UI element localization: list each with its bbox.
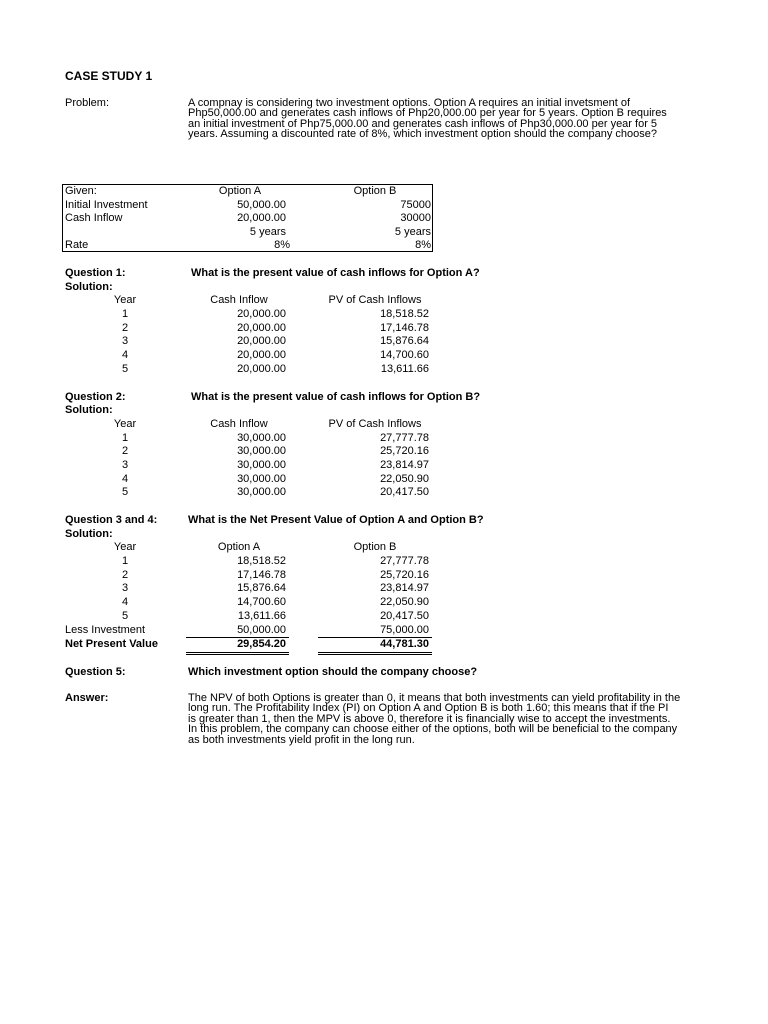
table-cell-year: 2 — [121, 569, 129, 581]
table-cell-pv: 14,700.60 — [380, 349, 429, 361]
table-cell-inflow: 30,000.00 — [237, 486, 286, 498]
given-header-label: Given: — [65, 185, 97, 197]
question-3-4-label: Question 3 and 4: — [65, 514, 158, 526]
col-header-pv: PV of Cash Inflows — [328, 294, 422, 306]
table-cell-option-b: 25,720.16 — [380, 569, 429, 581]
table-cell-pv: 17,146.78 — [380, 322, 429, 334]
table-cell-option-b: 23,814.97 — [380, 582, 429, 594]
double-rule-option-a — [186, 652, 289, 653]
double-rule-option-a — [186, 654, 289, 655]
answer-text — [188, 693, 728, 745]
table-cell-year: 3 — [121, 582, 129, 594]
question-3-4-text: What is the Net Present Value of Option A and Option B? — [188, 514, 484, 526]
less-investment-label: Less Investment — [65, 624, 146, 636]
problem-line: Php50,000.00 and generates cash inflows of Php20,000.00 per year for 5 years. Option B requires — [188, 107, 667, 120]
given-row-option-b: 30000 — [400, 212, 431, 224]
table-cell-pv: 25,720.16 — [380, 445, 429, 457]
given-header-option-a: Option A — [218, 185, 262, 197]
double-rule-option-b — [318, 654, 432, 655]
table-cell-pv: 20,417.50 — [380, 486, 429, 498]
table-cell-inflow: 30,000.00 — [237, 459, 286, 471]
table-cell-pv: 23,814.97 — [380, 459, 429, 471]
table-cell-year: 4 — [121, 596, 129, 608]
question-1-text: What is the present value of cash inflows for Option A? — [191, 267, 480, 279]
given-row-option-a: 8% — [274, 239, 290, 251]
col-header-cash-inflow: Cash Inflow — [210, 418, 268, 430]
given-row-option-b: 5 years — [394, 226, 431, 238]
table-cell-pv: 15,876.64 — [380, 335, 429, 347]
table-cell-pv: 18,518.52 — [380, 308, 429, 320]
table-cell-year: 1 — [121, 308, 129, 320]
table-cell-inflow: 20,000.00 — [237, 322, 286, 334]
table-cell-year: 1 — [121, 432, 129, 444]
table-cell-year: 2 — [121, 445, 129, 457]
npv-label: Net Present Value — [65, 638, 158, 650]
col-header-year: Year — [113, 294, 137, 306]
less-investment-option-a: 50,000.00 — [237, 624, 286, 636]
problem-label: Problem: — [65, 97, 110, 109]
col-header-option-b: Option B — [353, 541, 397, 553]
table-cell-option-a: 17,146.78 — [237, 569, 286, 581]
given-row-option-b: 75000 — [400, 199, 431, 211]
npv-option-b: 44,781.30 — [380, 638, 429, 650]
table-cell-inflow: 20,000.00 — [237, 363, 286, 375]
given-row-label: Rate — [65, 239, 89, 251]
problem-line: an initial investment of Php75,000.00 and generates cash inflows of Php30,000.00 per year for 5 — [188, 117, 658, 130]
table-cell-option-b: 27,777.78 — [380, 555, 429, 567]
col-header-option-a: Option A — [217, 541, 261, 553]
problem-text — [188, 98, 708, 140]
table-cell-option-b: 22,050.90 — [380, 596, 429, 608]
table-cell-year: 4 — [121, 473, 129, 485]
given-header-option-b: Option B — [353, 185, 397, 197]
table-cell-inflow: 20,000.00 — [237, 335, 286, 347]
table-cell-inflow: 20,000.00 — [237, 349, 286, 361]
question-2-label: Question 2: — [65, 391, 126, 403]
table-cell-option-a: 18,518.52 — [237, 555, 286, 567]
table-cell-inflow: 20,000.00 — [237, 308, 286, 320]
table-cell-year: 4 — [121, 349, 129, 361]
table-cell-option-a: 15,876.64 — [237, 582, 286, 594]
answer-label: Answer: — [65, 692, 109, 704]
answer-line: is greater than 1, then the MPV is above 0, therefore it is financially wise to accept the investments. — [188, 712, 671, 725]
table-cell-option-a: 13,611.66 — [237, 610, 286, 622]
table-cell-year: 5 — [121, 486, 129, 498]
solution-label: Solution: — [65, 404, 113, 416]
col-header-year: Year — [113, 418, 137, 430]
double-rule-option-b — [318, 652, 432, 653]
table-cell-option-b: 20,417.50 — [380, 610, 429, 622]
col-header-cash-inflow: Cash Inflow — [210, 294, 268, 306]
table-cell-inflow: 30,000.00 — [237, 445, 286, 457]
problem-line: A compnay is considering two investment options. Option A requires an initial invetsment of — [188, 97, 631, 109]
answer-line: long run. The Profitability Index (PI) on Option A and Option B is both 1.60; this means that if the PI — [188, 702, 669, 715]
table-cell-year: 2 — [121, 322, 129, 334]
table-cell-option-a: 14,700.60 — [237, 596, 286, 608]
answer-line: In this problem, the company can choose either of the options, both will be beneficial to the company — [188, 723, 678, 736]
table-cell-year: 1 — [121, 555, 129, 567]
table-cell-pv: 27,777.78 — [380, 432, 429, 444]
given-row-option-a: 5 years — [249, 226, 286, 238]
problem-line: years. Assuming a discounted rate of 8%, which investment option should the company choose? — [188, 128, 657, 141]
question-5-label: Question 5: — [65, 666, 126, 678]
question-1-label: Question 1: — [65, 267, 126, 279]
answer-line: as both investments yield profit in the long run. — [188, 733, 415, 746]
question-5-text: Which investment option should the company choose? — [188, 666, 478, 678]
col-header-year: Year — [113, 541, 137, 553]
npv-option-a: 29,854.20 — [237, 638, 286, 650]
given-row-option-b: 8% — [415, 239, 431, 251]
less-investment-option-b: 75,000.00 — [380, 624, 429, 636]
table-cell-inflow: 30,000.00 — [237, 432, 286, 444]
given-row-label: Initial Investment — [65, 199, 148, 211]
given-row-option-a: 20,000.00 — [237, 212, 286, 224]
table-cell-inflow: 30,000.00 — [237, 473, 286, 485]
solution-label: Solution: — [65, 528, 113, 540]
page-title: CASE STUDY 1 — [65, 69, 153, 83]
given-row-label: Cash Inflow — [65, 212, 123, 224]
given-row-option-a: 50,000.00 — [237, 199, 286, 211]
table-cell-year: 3 — [121, 459, 129, 471]
table-cell-year: 3 — [121, 335, 129, 347]
table-cell-pv: 22,050.90 — [380, 473, 429, 485]
table-cell-pv: 13,611.66 — [380, 363, 429, 375]
solution-label: Solution: — [65, 281, 113, 293]
table-cell-year: 5 — [121, 610, 129, 622]
question-2-text: What is the present value of cash inflows for Option B? — [191, 391, 481, 403]
answer-line: The NPV of both Options is greater than 0, it means that both investments can yield profitability in the — [188, 692, 681, 704]
col-header-pv: PV of Cash Inflows — [328, 418, 422, 430]
table-cell-year: 5 — [121, 363, 129, 375]
